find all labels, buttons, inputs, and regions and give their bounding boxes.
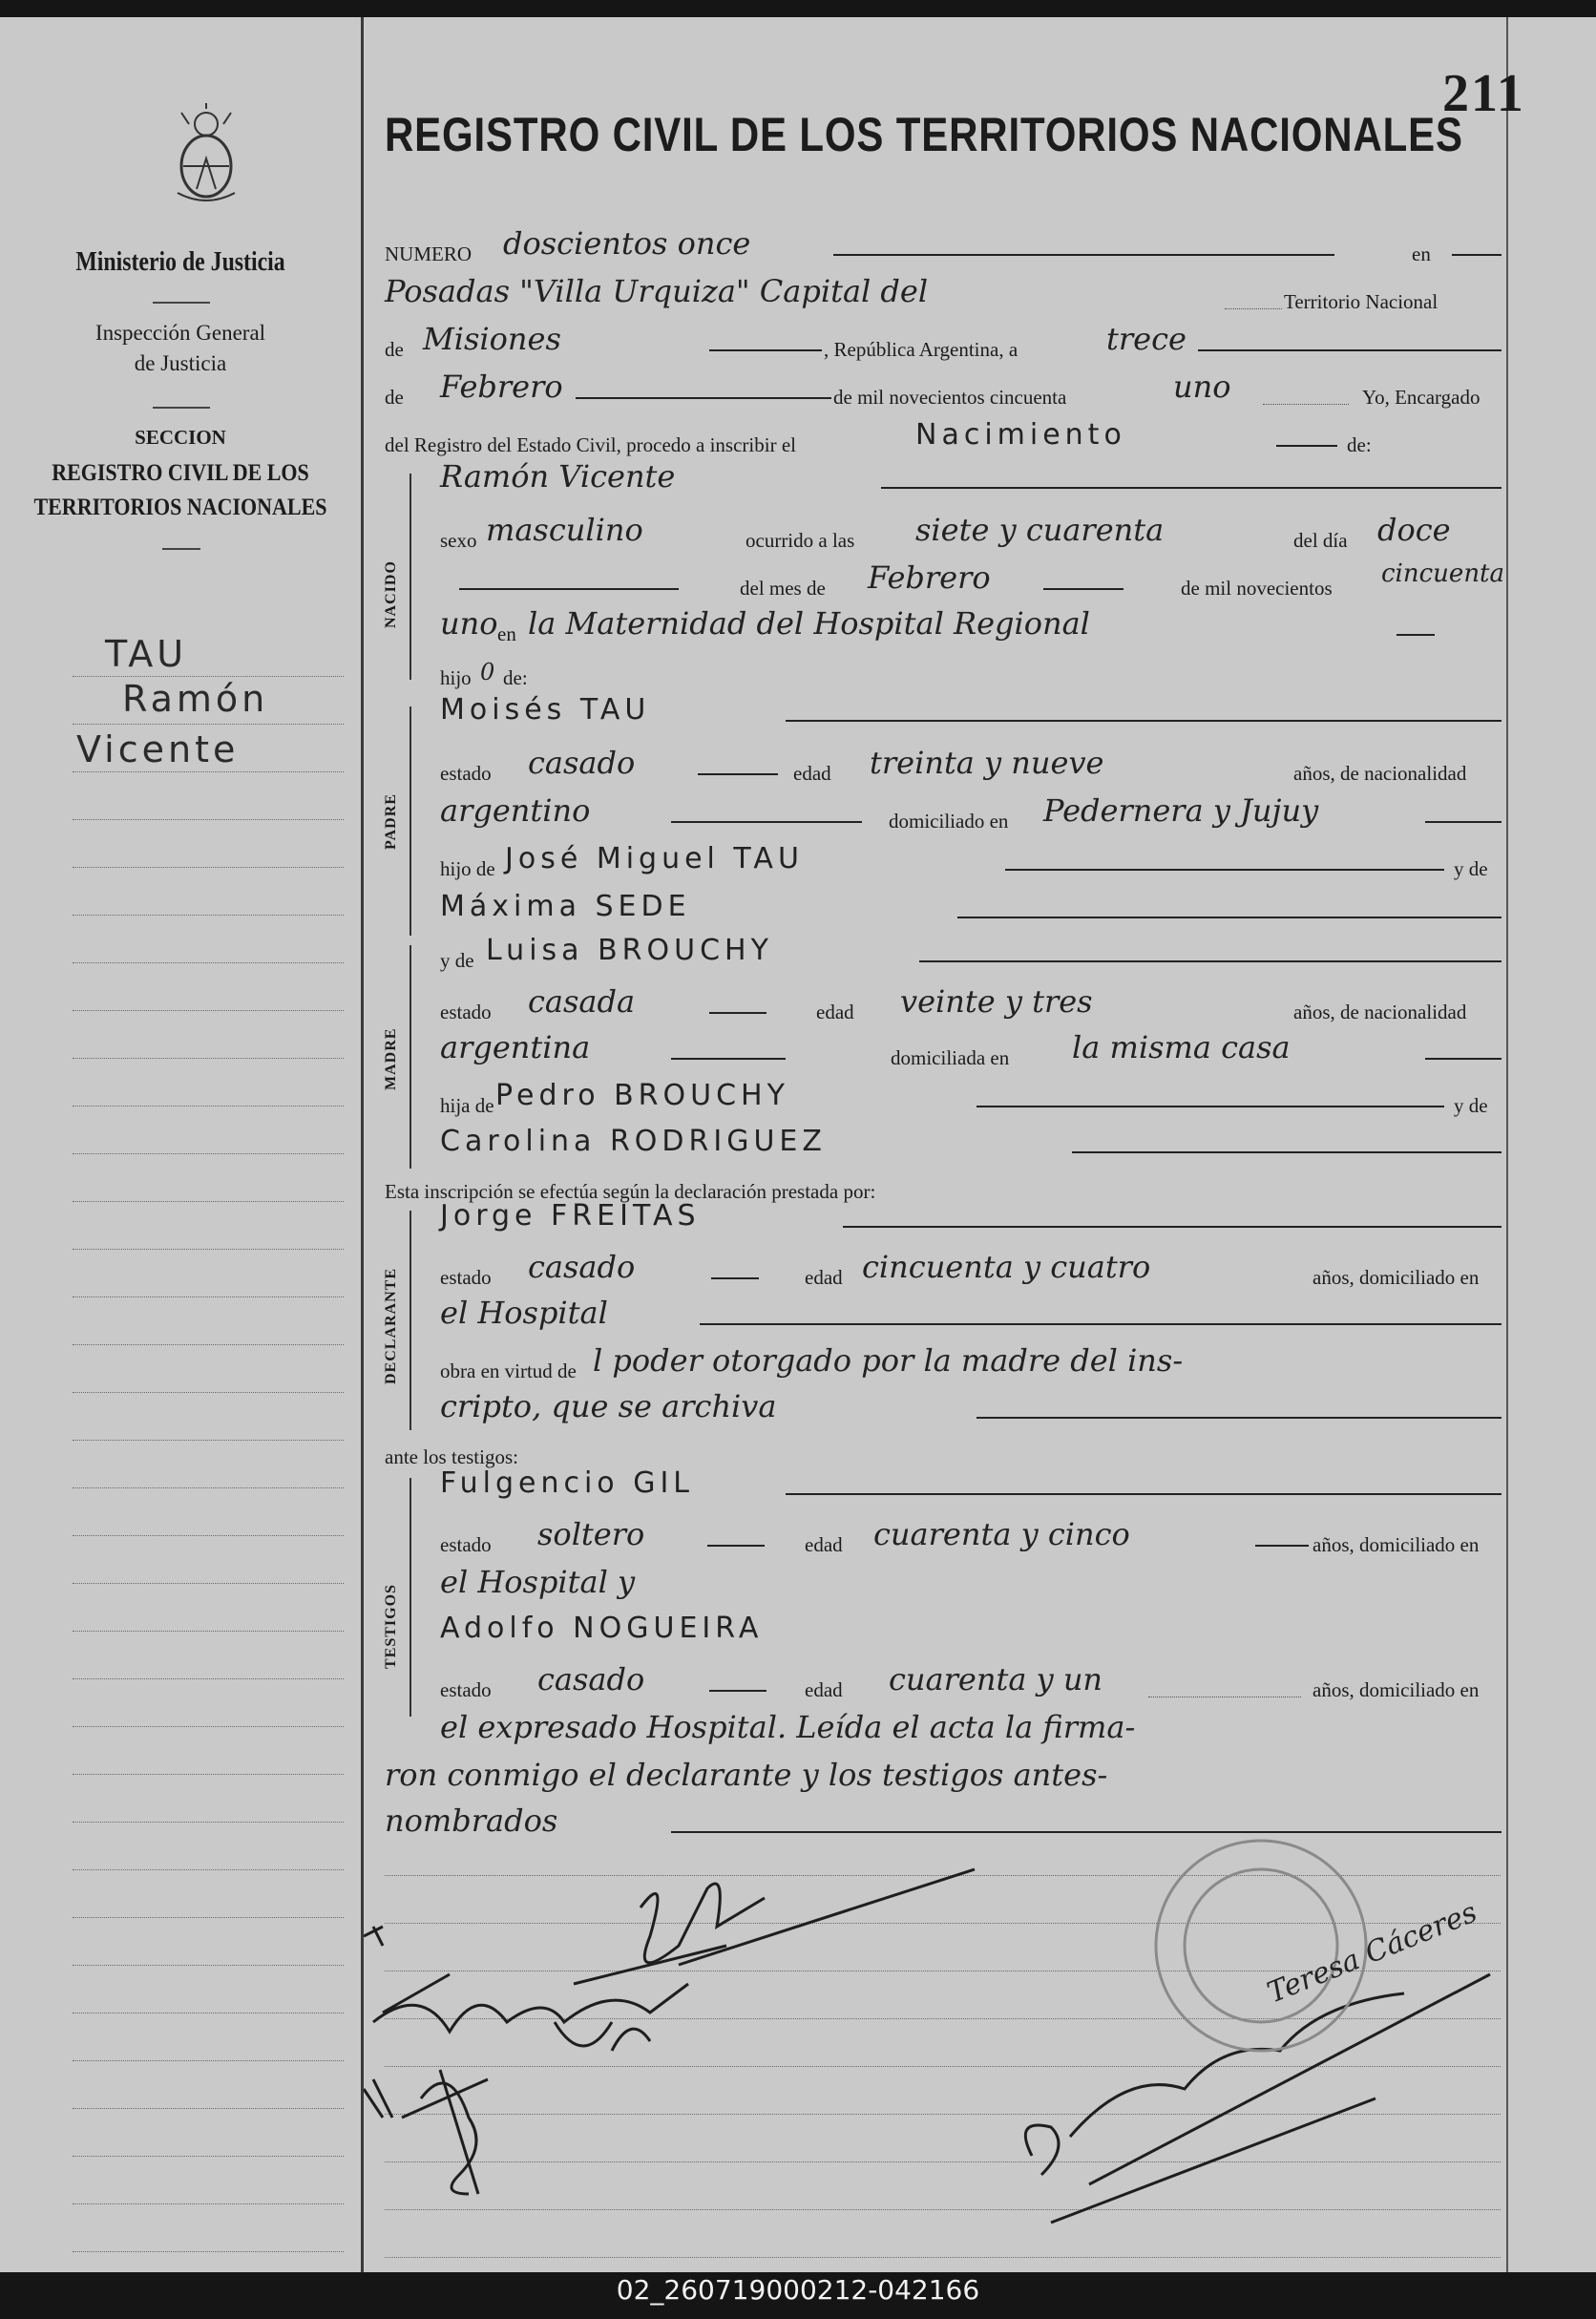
signature-testigo-2 — [364, 2070, 488, 2194]
value-hora: siete y cuarenta — [915, 512, 1165, 548]
value-decl-virtud-1: l poder otorgado por la madre del ins- — [593, 1342, 1184, 1379]
label-de: de — [385, 338, 404, 361]
value-t1-nombre: Fulgencio GIL — [440, 1466, 695, 1500]
value-padre-dom: Pedernera y Jujuy — [1043, 792, 1319, 829]
label-edad: edad — [805, 1678, 843, 1701]
value-t1-edad: cuarenta y cinco — [873, 1516, 1130, 1552]
label-del-dia: del día — [1293, 529, 1348, 552]
value-padre-nac: argentino — [440, 792, 591, 829]
label-de-mil: de mil novecientos — [1181, 577, 1333, 600]
row-t1-estado — [385, 1516, 1502, 1558]
value-territorio: Misiones — [423, 321, 561, 357]
row-abuela-p — [385, 888, 1502, 930]
signatures-area — [364, 1831, 1500, 2251]
label-sexo: sexo — [440, 529, 477, 552]
section-padre: PADRE — [383, 793, 399, 850]
value-dia: doce — [1377, 512, 1451, 548]
row-t2-estado — [385, 1661, 1502, 1703]
label-obra-virtud: obra en virtud de — [440, 1360, 577, 1382]
label-edad: edad — [793, 762, 831, 785]
margin-note-name2: Vicente — [76, 728, 240, 770]
row-cierre-1 — [385, 1709, 1502, 1751]
row-t1-nombre — [385, 1465, 1502, 1507]
value-mes-registro: Febrero — [440, 369, 563, 405]
divider — [153, 407, 210, 409]
row-decl-dom — [385, 1295, 1502, 1337]
section-declarante: DECLARANTE — [383, 1267, 399, 1384]
row-lugar — [385, 273, 1502, 315]
row-abuelos-p — [385, 840, 1502, 882]
label-anos: años, de nacionalidad — [1293, 762, 1467, 785]
label-y-de: y de — [1454, 857, 1488, 880]
signature-encargado-name: Teresa Cáceres — [1262, 1895, 1482, 2011]
divider — [153, 302, 210, 304]
row-mes-registro — [385, 369, 1502, 411]
label-edad: edad — [816, 1001, 854, 1023]
label-en: en — [497, 622, 516, 645]
row-lugar-nac — [385, 605, 1502, 647]
value-sexo: masculino — [486, 512, 643, 548]
label-edad: edad — [805, 1533, 843, 1556]
label-estado: estado — [440, 1266, 492, 1289]
value-decl-virtud-2: cripto, que se archiva — [440, 1388, 777, 1424]
value-decl-edad: cincuenta y cuatro — [862, 1249, 1151, 1285]
label-anos: años, de nacionalidad — [1293, 1001, 1467, 1023]
row-padre-nombre — [385, 691, 1502, 733]
value-decl-estado: casado — [528, 1249, 636, 1285]
value-cierre-2: ron conmigo el declarante y los testigos antes- — [385, 1757, 1108, 1793]
label-ocurrido: ocurrido a las — [746, 529, 855, 552]
label-hija-de: hija de — [440, 1094, 494, 1117]
value-madre-nac: argentina — [440, 1029, 591, 1065]
value-anio-a: cincuenta — [1381, 559, 1505, 588]
label-estado: estado — [440, 762, 492, 785]
row-padre-estado — [385, 745, 1502, 787]
value-madre-nombre: Luisa BROUCHY — [486, 934, 773, 967]
row-cierre-2 — [385, 1757, 1502, 1799]
row-mes — [385, 559, 1505, 601]
label-numero: NUMERO — [385, 242, 472, 265]
value-anio-registro: uno — [1173, 369, 1231, 405]
row-madre-nac — [385, 1029, 1502, 1071]
signature-testigo-1 — [373, 1946, 726, 2051]
value-abuelo-p: José Miguel TAU — [505, 842, 804, 875]
label-estado: estado — [440, 1533, 492, 1556]
certificate-body — [364, 17, 1596, 2272]
label-de: de: — [1347, 433, 1372, 456]
label-estado: estado — [440, 1678, 492, 1701]
inspection-line2: de Justicia — [134, 351, 227, 375]
row-nacido-nombre — [385, 458, 1502, 500]
label-del-registro: del Registro del Estado Civil, procedo a inscribir el — [385, 433, 796, 456]
value-madre-edad: veinte y tres — [900, 983, 1093, 1020]
value-t2-edad: cuarenta y un — [889, 1661, 1103, 1697]
label-anos-dom: años, domiciliado en — [1312, 1678, 1480, 1701]
row-madre-nombre — [385, 932, 1502, 974]
row-sexo — [385, 512, 1502, 554]
label-hijo: hijo — [440, 666, 472, 689]
left-margin-column — [0, 17, 364, 2272]
value-acto: Nacimiento — [915, 418, 1126, 452]
label-esta-inscripcion: Esta inscripción se efectúa según la declaración prestada por: — [385, 1180, 876, 1203]
page-number: 211 — [1442, 64, 1525, 123]
registry-line2: TERRITORIOS NACIONALES — [33, 495, 327, 520]
label-republica: , República Argentina, a — [824, 338, 1018, 361]
value-decl-dom: el Hospital — [440, 1295, 608, 1331]
value-lugar-nac: la Maternidad del Hospital Regional — [528, 605, 1090, 642]
value-nacido-nombre: Ramón Vicente — [440, 458, 676, 495]
row-decl-nombre — [385, 1197, 1502, 1239]
value-abuela-p: Máxima SEDE — [440, 890, 691, 923]
section-label: SECCION — [135, 426, 226, 449]
section-madre: MADRE — [383, 1027, 399, 1090]
label-domiciliado: domiciliado en — [889, 810, 1009, 833]
value-padre-edad: treinta y nueve — [870, 745, 1104, 781]
row-abuelos-m — [385, 1077, 1502, 1119]
row-padre-nac — [385, 792, 1502, 834]
divider — [162, 548, 200, 550]
value-padre-estado: casado — [528, 745, 636, 781]
row-decl-estado — [385, 1249, 1502, 1291]
value-t2-estado: casado — [537, 1661, 645, 1697]
value-abuelo-m: Pedro BROUCHY — [495, 1079, 789, 1112]
label-de: de — [385, 386, 404, 409]
section-nacido: NACIDO — [383, 560, 399, 628]
label-estado: estado — [440, 1001, 492, 1023]
value-madre-dom: la misma casa — [1072, 1029, 1291, 1065]
value-madre-estado: casada — [528, 983, 636, 1020]
registry-line1: REGISTRO CIVIL DE LOS — [52, 460, 309, 486]
label-de: de: — [503, 666, 528, 689]
signature-declarante — [364, 1869, 975, 1965]
row-t2-nombre — [385, 1610, 1502, 1652]
official-seal — [1156, 1841, 1366, 2051]
row-abuela-m — [385, 1123, 1502, 1165]
value-padre-nombre: Moisés TAU — [440, 693, 651, 727]
label-de-mil: de mil novecientos cincuenta — [833, 386, 1067, 409]
label-del-mes: del mes de — [740, 577, 826, 600]
section-testigos: TESTIGOS — [383, 1584, 399, 1669]
value-t1-dom: el Hospital y — [440, 1564, 636, 1600]
value-dia-registro: trece — [1106, 321, 1186, 357]
label-anos-dom: años, domiciliado en — [1312, 1533, 1480, 1556]
label-yo-encargado: Yo, Encargado — [1362, 386, 1480, 409]
margin-note-name1: Ramón — [122, 678, 269, 720]
label-anos-dom: años, domiciliado en — [1312, 1266, 1480, 1289]
ministry-name: Ministerio de Justicia — [75, 246, 285, 277]
value-decl-nombre: Jorge FREITAS — [440, 1199, 701, 1233]
value-lugar: Posadas "Villa Urquiza" Capital del — [385, 273, 929, 309]
row-numero — [385, 225, 1502, 267]
row-misiones — [385, 321, 1502, 363]
signature-encargado — [1025, 1974, 1490, 2223]
label-territorio: Territorio Nacional — [1284, 290, 1438, 313]
value-cierre-3: nombrados — [385, 1802, 558, 1839]
row-madre-estado — [385, 983, 1502, 1025]
value-t2-nombre: Adolfo NOGUEIRA — [440, 1612, 764, 1645]
inspection-line1: Inspección General — [94, 321, 266, 345]
value-numero: doscientos once — [503, 225, 751, 262]
document-page — [0, 17, 1596, 2272]
value-hijo-num: 0 — [480, 659, 495, 685]
label-edad: edad — [805, 1266, 843, 1289]
label-y-de: y de — [440, 949, 474, 972]
label-hijo-de: hijo de — [440, 857, 495, 880]
label-y-de: y de — [1454, 1094, 1488, 1117]
value-anio-b: uno — [440, 605, 498, 642]
footer-id: 02_260719000212-042166 — [616, 2274, 980, 2306]
value-mes: Febrero — [868, 559, 991, 596]
value-t1-estado: soltero — [537, 1516, 645, 1552]
coat-of-arms-icon — [168, 101, 244, 208]
row-acto — [385, 416, 1502, 458]
row-hijo — [385, 649, 1502, 691]
value-cierre-1: el expresado Hospital. Leída el acta la firma- — [440, 1709, 1136, 1745]
label-domiciliada: domiciliada en — [891, 1046, 1010, 1069]
value-abuela-m: Carolina RODRIGUEZ — [440, 1125, 827, 1158]
row-decl-virtud — [385, 1342, 1502, 1384]
row-t1-dom — [385, 1564, 1502, 1606]
page-title: REGISTRO CIVIL DE LOS TERRITORIOS NACIONALES — [385, 108, 1463, 161]
row-decl-virtud-2 — [385, 1388, 1502, 1430]
label-ante-testigos: ante los testigos: — [385, 1445, 518, 1468]
label-en: en — [1412, 242, 1431, 265]
margin-note-surname: TAU — [105, 633, 188, 675]
